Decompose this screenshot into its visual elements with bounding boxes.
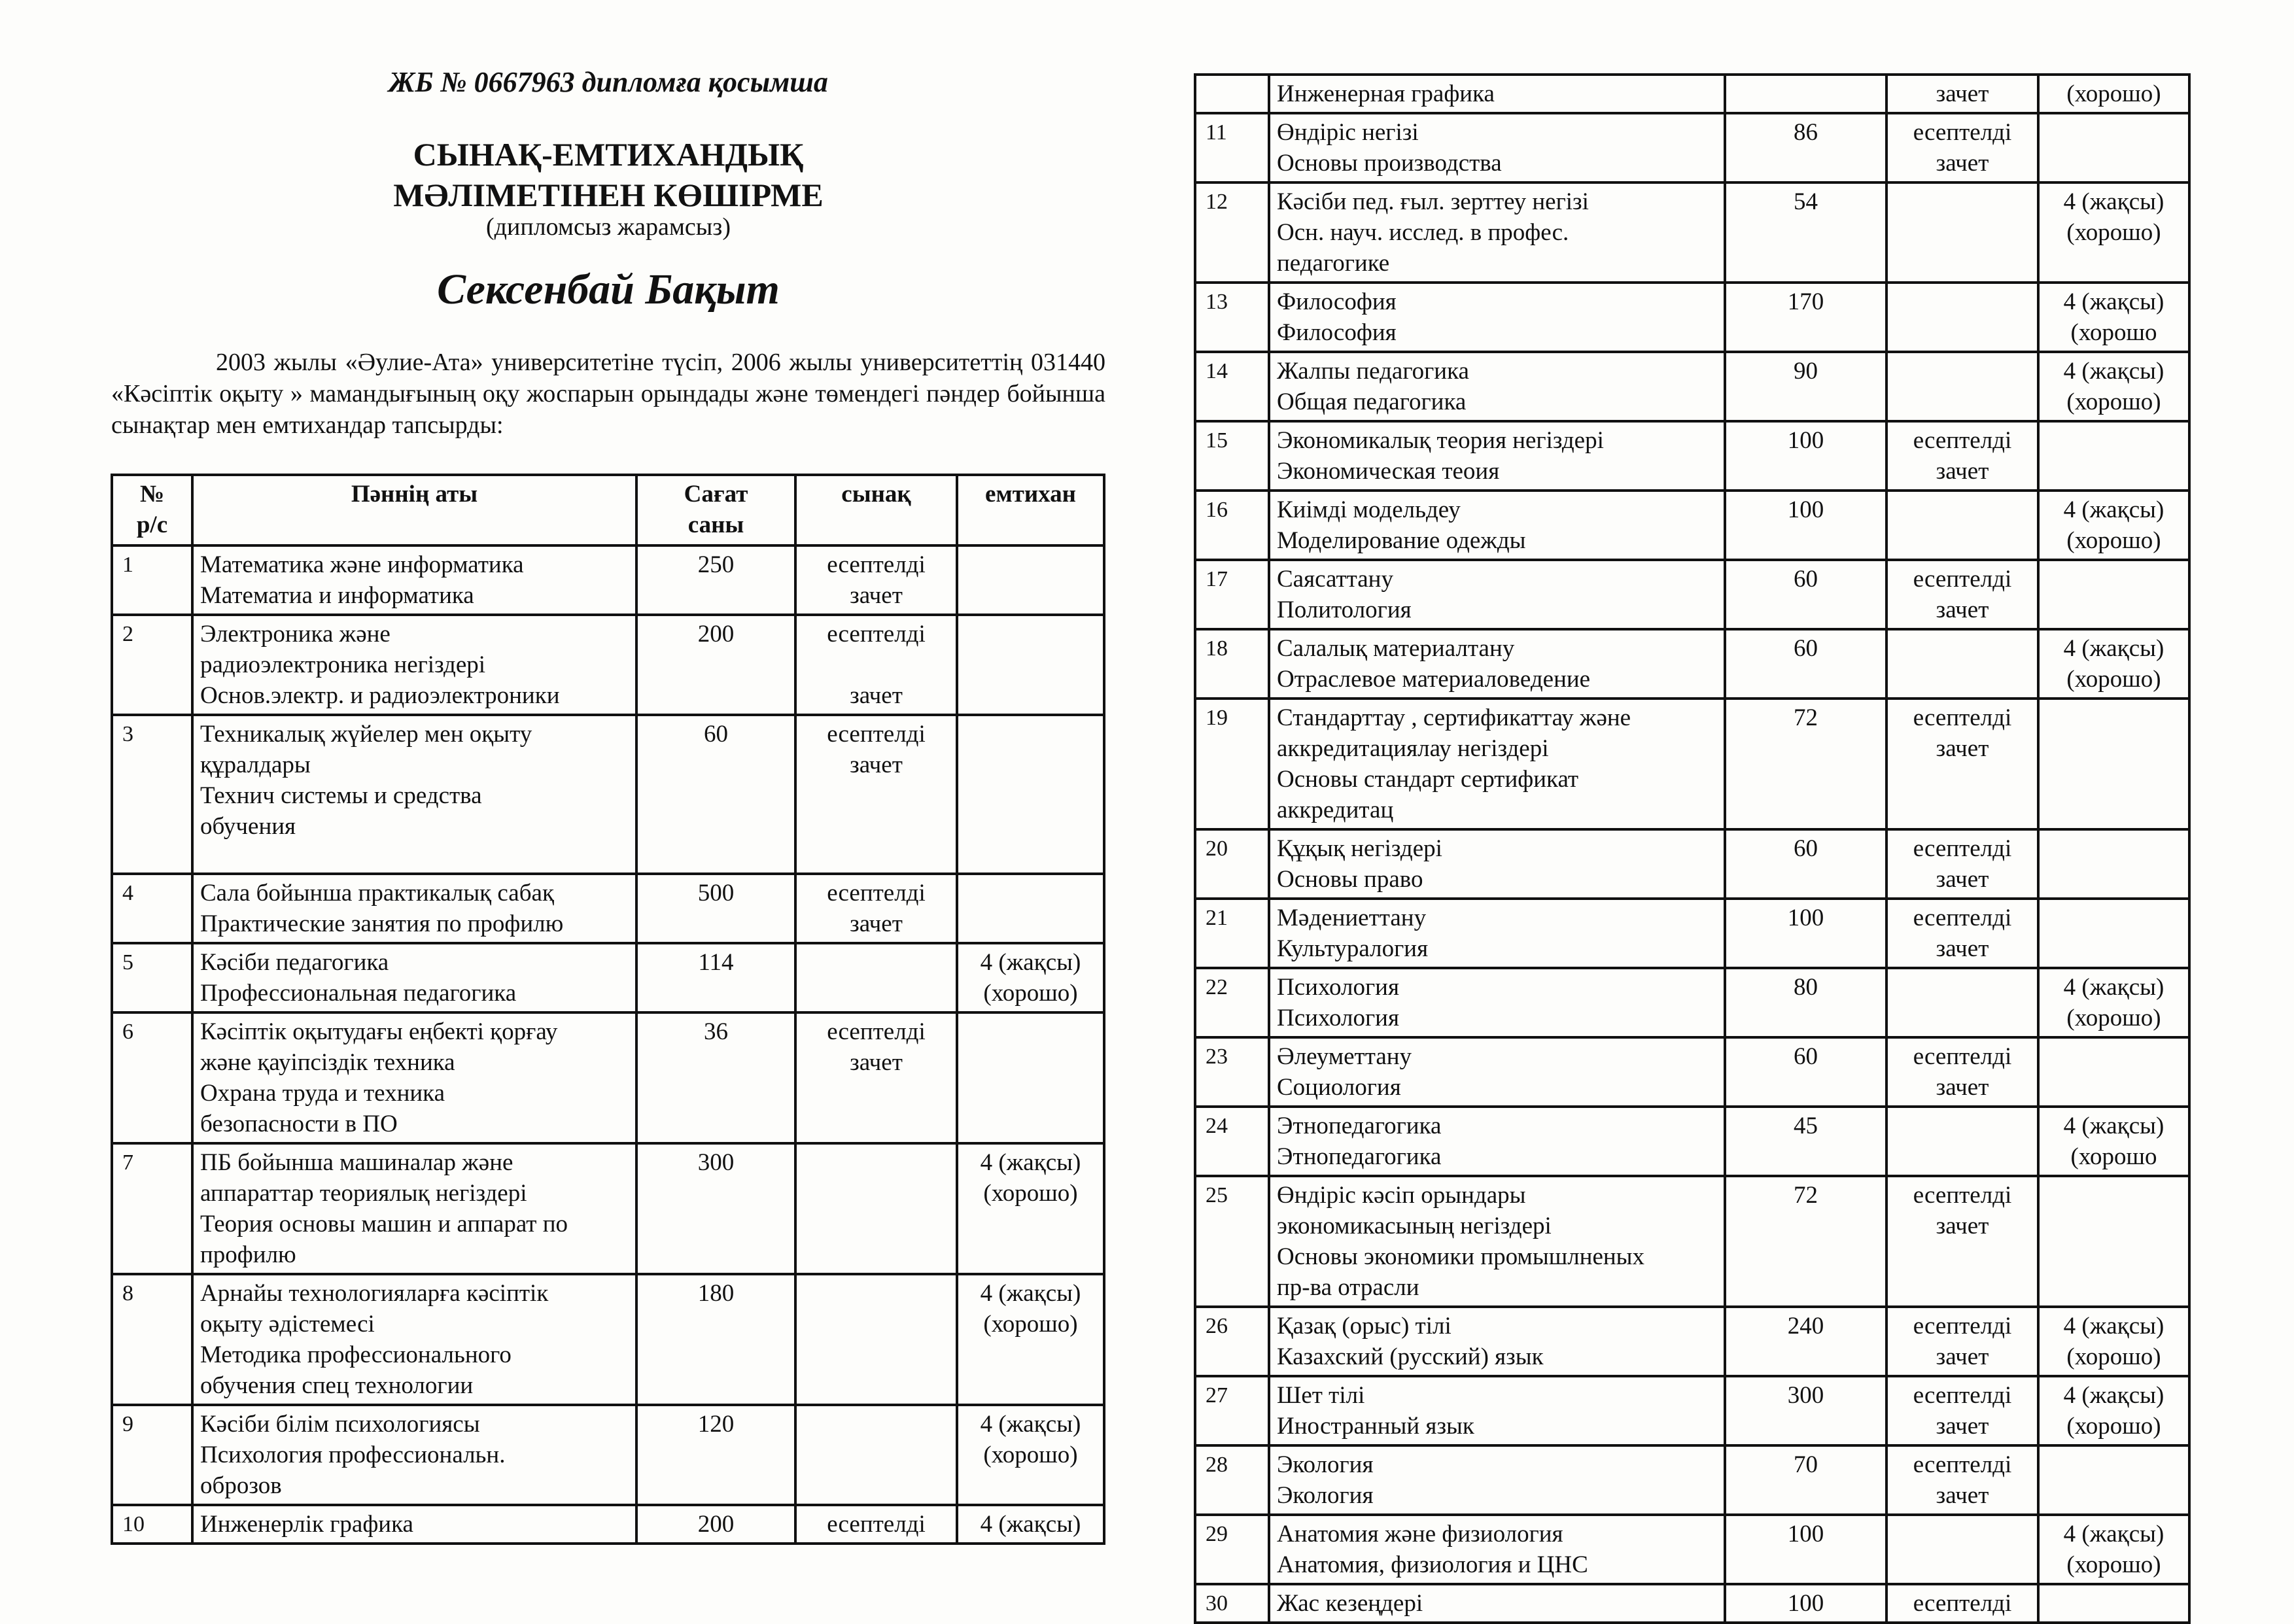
subject-name: Құқық негіздері Основы право — [1269, 829, 1725, 899]
credit-result — [1886, 182, 2038, 283]
table-row — [1195, 1307, 2189, 1376]
row-number: 1 — [112, 545, 192, 615]
credit-result: есептелді зачет — [1886, 899, 2038, 968]
row-number: 27 — [1195, 1376, 1269, 1445]
table-row — [1195, 491, 2189, 560]
hours: 100 — [1725, 491, 1886, 560]
subject-name: Экономикалық теория негіздері Экономическая теоия — [1269, 421, 1725, 491]
credit-result: есептелді зачет — [1886, 1445, 2038, 1515]
table-row — [1195, 829, 2189, 899]
row-number: 13 — [1195, 283, 1269, 352]
credit-result — [1886, 1107, 2038, 1176]
hours: 100 — [1725, 421, 1886, 491]
exam-grade: 4 (жақсы) (хорошо) — [957, 943, 1104, 1012]
hours: 86 — [1725, 113, 1886, 182]
hours: 500 — [636, 874, 795, 943]
exam-grade — [2038, 1584, 2189, 1623]
row-number: 16 — [1195, 491, 1269, 560]
hours: 72 — [1725, 1176, 1886, 1307]
subject-name: Жалпы педагогика Общая педагогика — [1269, 352, 1725, 421]
credit-result: зачет — [1886, 75, 2038, 113]
subject-name: Кәсіби педагогика Профессиональная педагогика — [192, 943, 636, 1012]
row-number: 7 — [112, 1143, 192, 1274]
row-number: 29 — [1195, 1515, 1269, 1584]
exam-grade: 4 (жақсы) (хорошо — [2038, 283, 2189, 352]
hours: 240 — [1725, 1307, 1886, 1376]
exam-grade: 4 (жақсы) (хорошо) — [2038, 182, 2189, 283]
row-number: 21 — [1195, 899, 1269, 968]
hours: 70 — [1725, 1445, 1886, 1515]
credit-result: есептелді зачет — [795, 615, 957, 715]
hours: 180 — [636, 1274, 795, 1405]
subject-name: Киімді модельдеу Моделирование одежды — [1269, 491, 1725, 560]
intro-paragraph: 2003 жылы «Әулие-Ата» университетіне түсіп, 2006 жылы университеттің 031440 «Кәсіптік оқыту » мамандығының оқу жоспарын орындады және төмендегі пәндер бойынша сынақтар мен емтихандар тапсырды: — [111, 349, 1105, 439]
col-credit: сынақ — [795, 475, 957, 545]
exam-grade — [2038, 1445, 2189, 1515]
exam-grade: 4 (жақсы) (хорошо) — [957, 1143, 1104, 1274]
hours: 72 — [1725, 699, 1886, 829]
row-number: 17 — [1195, 560, 1269, 629]
subject-name: Философия Философия — [1269, 283, 1725, 352]
subject-name: Техникалық жүйелер мен оқыту құралдары Технич системы и средства обучения — [192, 715, 636, 874]
hours: 200 — [636, 615, 795, 715]
hours: 250 — [636, 545, 795, 615]
subject-name: Инженерлік графика — [192, 1505, 636, 1544]
credit-result — [1886, 491, 2038, 560]
exam-grade — [957, 715, 1104, 874]
hours: 36 — [636, 1012, 795, 1143]
table-row — [1195, 629, 2189, 699]
exam-grade — [957, 874, 1104, 943]
row-number: 18 — [1195, 629, 1269, 699]
table-row — [1195, 113, 2189, 182]
hours: 54 — [1725, 182, 1886, 283]
title-line-1: СЫНАҚ-ЕМТИХАНДЫҚ — [413, 136, 804, 173]
exam-grade — [2038, 1037, 2189, 1107]
hours: 114 — [636, 943, 795, 1012]
exam-grade: 4 (жақсы) — [957, 1505, 1104, 1544]
row-number: 28 — [1195, 1445, 1269, 1515]
subject-name: Кәсіптік оқытудағы еңбекті қорғау және қауіпсіздік техника Охрана труда и техника безопасности в ПО — [192, 1012, 636, 1143]
subject-name: Салалық материалтану Отраслевое материаловедение — [1269, 629, 1725, 699]
credit-result — [795, 943, 957, 1012]
exam-grade — [957, 1012, 1104, 1143]
credit-result — [1886, 629, 2038, 699]
credit-result — [1886, 283, 2038, 352]
credit-result: есептелді зачет — [795, 874, 957, 943]
exam-grade: 4 (жақсы) (хорошо) — [2038, 352, 2189, 421]
row-number: 15 — [1195, 421, 1269, 491]
subject-name: Әлеуметтану Социология — [1269, 1037, 1725, 1107]
row-number: 3 — [112, 715, 192, 874]
subject-name: Стандарттау , сертификаттау және аккредитациялау негіздері Основы стандарт сертификат аккредитац — [1269, 699, 1725, 829]
col-hours: Сағат саны — [636, 475, 795, 545]
row-number: 23 — [1195, 1037, 1269, 1107]
table-row — [1195, 1376, 2189, 1445]
row-number: 14 — [1195, 352, 1269, 421]
table-row — [1195, 1176, 2189, 1307]
row-number: 24 — [1195, 1107, 1269, 1176]
document-subtitle: (дипломсыз жарамсыз) — [486, 213, 731, 241]
table-row — [1195, 1037, 2189, 1107]
table-row — [1195, 560, 2189, 629]
table-row — [1195, 1584, 2189, 1623]
grades-table-right — [1194, 73, 2191, 1624]
credit-result: есептелді зачет — [1886, 1307, 2038, 1376]
exam-grade: 4 (жақсы) (хорошо) — [2038, 1307, 2189, 1376]
exam-grade — [2038, 899, 2189, 968]
subject-name: Мәдениеттану Культуралогия — [1269, 899, 1725, 968]
table-row — [112, 1405, 1104, 1505]
credit-result — [1886, 1515, 2038, 1584]
hours: 120 — [636, 1405, 795, 1505]
row-number: 6 — [112, 1012, 192, 1143]
hours: 200 — [636, 1505, 795, 1544]
row-number: 2 — [112, 615, 192, 715]
title-line-2: МӘЛІМЕТІНЕН КӨШІРМЕ — [393, 177, 824, 213]
table-row — [1195, 968, 2189, 1037]
table-row — [1195, 283, 2189, 352]
hours: 60 — [1725, 1037, 1886, 1107]
row-number: 12 — [1195, 182, 1269, 283]
table-row — [1195, 75, 2189, 113]
table-row — [1195, 1515, 2189, 1584]
table-row — [112, 715, 1104, 874]
credit-result: есептелді — [1886, 1584, 2038, 1623]
table-row — [112, 1012, 1104, 1143]
subject-name: Өндіріс негізі Основы производства — [1269, 113, 1725, 182]
table-row — [1195, 899, 2189, 968]
row-number: 25 — [1195, 1176, 1269, 1307]
credit-result: есептелді — [795, 1505, 957, 1544]
credit-result — [1886, 352, 2038, 421]
table-header-row — [112, 475, 1104, 545]
hours: 100 — [1725, 1584, 1886, 1623]
hours: 60 — [1725, 560, 1886, 629]
credit-result: есептелді зачет — [1886, 1176, 2038, 1307]
exam-grade: 4 (жақсы) (хорошо) — [957, 1274, 1104, 1405]
subject-name: Саясаттану Политология — [1269, 560, 1725, 629]
col-subject: Пәннің аты — [192, 475, 636, 545]
subject-name: Психология Психология — [1269, 968, 1725, 1037]
subject-name: Кәсіби пед. ғыл. зерттеу негізі Осн. науч. исслед. в профес. педагогике — [1269, 182, 1725, 283]
credit-result: есептелді зачет — [795, 545, 957, 615]
row-number: 26 — [1195, 1307, 1269, 1376]
exam-grade — [2038, 560, 2189, 629]
row-number: 19 — [1195, 699, 1269, 829]
exam-grade — [2038, 699, 2189, 829]
table-row — [1195, 352, 2189, 421]
table-row — [112, 874, 1104, 943]
subject-name: Кәсіби білім психологиясы Психология профессиональн. оброзов — [192, 1405, 636, 1505]
table-row — [1195, 1107, 2189, 1176]
hours: 170 — [1725, 283, 1886, 352]
subject-name: Жас кезеңдері — [1269, 1584, 1725, 1623]
subject-name: Математика және информатика Математиа и информатика — [192, 545, 636, 615]
col-number: № р/с — [112, 475, 192, 545]
row-number: 4 — [112, 874, 192, 943]
table-row — [1195, 699, 2189, 829]
exam-grade: 4 (жақсы) (хорошо) — [2038, 1376, 2189, 1445]
table-row — [112, 943, 1104, 1012]
hours — [1725, 75, 1886, 113]
credit-result — [795, 1405, 957, 1505]
hours: 100 — [1725, 899, 1886, 968]
row-number: 22 — [1195, 968, 1269, 1037]
subject-name: Экология Экология — [1269, 1445, 1725, 1515]
table-row — [1195, 182, 2189, 283]
exam-grade — [957, 615, 1104, 715]
table-row — [1195, 1445, 2189, 1515]
exam-grade: 4 (жақсы) (хорошо) — [2038, 1515, 2189, 1584]
table-row — [112, 1505, 1104, 1544]
subject-name: Инженерная графика — [1269, 75, 1725, 113]
table-row — [1195, 421, 2189, 491]
row-number: 8 — [112, 1274, 192, 1405]
exam-grade — [2038, 1176, 2189, 1307]
hours: 60 — [1725, 829, 1886, 899]
subject-name: Қазақ (орыс) тілі Казахский (русский) язык — [1269, 1307, 1725, 1376]
exam-grade — [957, 545, 1104, 615]
row-number: 10 — [112, 1505, 192, 1544]
subject-name: Сала бойынша практикалық сабақ Практические занятия по профилю — [192, 874, 636, 943]
credit-result: есептелді зачет — [1886, 829, 2038, 899]
exam-grade: 4 (жақсы) (хорошо) — [957, 1405, 1104, 1505]
credit-result: есептелді зачет — [1886, 560, 2038, 629]
credit-result: есептелді зачет — [795, 1012, 957, 1143]
hours: 300 — [1725, 1376, 1886, 1445]
exam-grade — [2038, 829, 2189, 899]
credit-result — [795, 1274, 957, 1405]
subject-name: Анатомия және физиология Анатомия, физиология и ЦНС — [1269, 1515, 1725, 1584]
credit-result: есептелді зачет — [795, 715, 957, 874]
hours: 80 — [1725, 968, 1886, 1037]
subject-name: ПБ бойынша машиналар және аппараттар теориялық негіздері Теория основы машин и аппарат по профилю — [192, 1143, 636, 1274]
table-row — [112, 545, 1104, 615]
student-name: Сексенбай Бақыт — [437, 266, 780, 313]
exam-grade: 4 (жақсы) (хорошо) — [2038, 491, 2189, 560]
subject-name: Электроника және радиоэлектроника негіздері Основ.электр. и радиоэлектроники — [192, 615, 636, 715]
subject-name: Өндіріс кәсіп орындары экономикасының негіздері Основы экономики промышлненых пр-ва отрасли — [1269, 1176, 1725, 1307]
exam-grade — [2038, 421, 2189, 491]
exam-grade: 4 (жақсы) (хорошо) — [2038, 968, 2189, 1037]
row-number: 9 — [112, 1405, 192, 1505]
table-row — [112, 615, 1104, 715]
subject-name: Этнопедагогика Этнопедагогика — [1269, 1107, 1725, 1176]
subject-name: Шет тілі Иностранный язык — [1269, 1376, 1725, 1445]
credit-result: есептелді зачет — [1886, 421, 2038, 491]
credit-result: есептелді зачет — [1886, 113, 2038, 182]
hours: 45 — [1725, 1107, 1886, 1176]
document-title — [0, 134, 1217, 215]
credit-result: есептелді зачет — [1886, 699, 2038, 829]
row-number — [1195, 75, 1269, 113]
col-exam: емтихан — [957, 475, 1104, 545]
exam-grade: (хорошо) — [2038, 75, 2189, 113]
hours: 60 — [1725, 629, 1886, 699]
hours: 300 — [636, 1143, 795, 1274]
credit-result — [1886, 968, 2038, 1037]
row-number: 20 — [1195, 829, 1269, 899]
table-row — [112, 1143, 1104, 1274]
credit-result: есептелді зачет — [1886, 1037, 2038, 1107]
exam-grade: 4 (жақсы) (хорошо — [2038, 1107, 2189, 1176]
exam-grade: 4 (жақсы) (хорошо) — [2038, 629, 2189, 699]
hours: 60 — [636, 715, 795, 874]
hours: 90 — [1725, 352, 1886, 421]
grades-table-left — [111, 474, 1105, 1545]
credit-result — [795, 1143, 957, 1274]
document-number: ЖБ № 0667963 дипломға қосымша — [389, 66, 828, 98]
row-number: 30 — [1195, 1584, 1269, 1623]
subject-name: Арнайы технологияларға кәсіптік оқыту әдістемесі Методика профессионального обучения спец технологии — [192, 1274, 636, 1405]
row-number: 11 — [1195, 113, 1269, 182]
hours: 100 — [1725, 1515, 1886, 1584]
exam-grade — [2038, 113, 2189, 182]
table-row — [112, 1274, 1104, 1405]
row-number: 5 — [112, 943, 192, 1012]
credit-result: есептелді зачет — [1886, 1376, 2038, 1445]
